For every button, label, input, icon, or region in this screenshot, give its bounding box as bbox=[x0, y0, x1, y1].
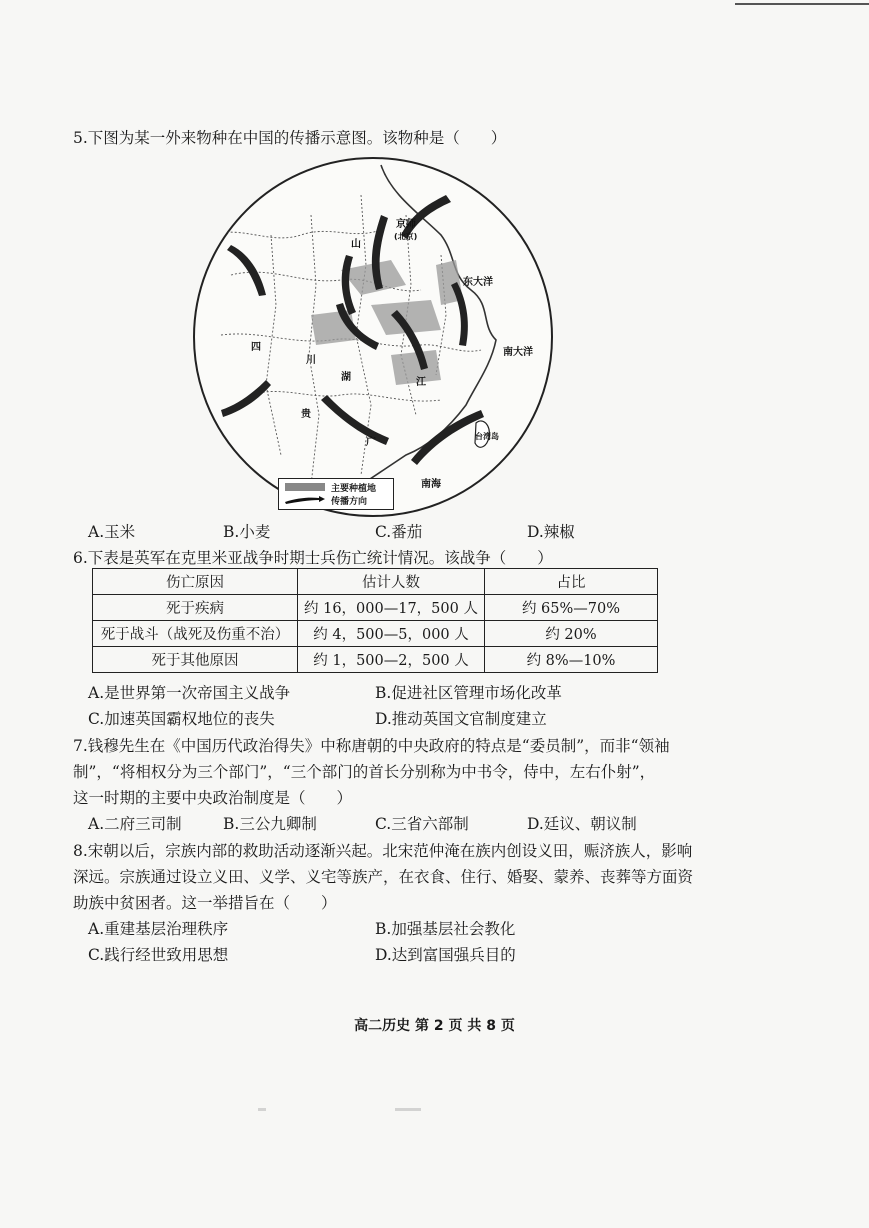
table-header-cell: 占比 bbox=[485, 569, 658, 595]
label-province-7: 广 bbox=[366, 437, 376, 448]
scan-artifact bbox=[395, 1108, 421, 1111]
table-row bbox=[93, 621, 658, 647]
q5-map-svg bbox=[191, 155, 556, 520]
q6-option-a[interactable]: A.是世界第一次帝国主义战争 bbox=[88, 684, 291, 702]
table-cell: 约 65%—70% bbox=[485, 595, 658, 621]
q5-option-d[interactable]: D.辣椒 bbox=[527, 523, 575, 541]
legend-row-arrow bbox=[285, 494, 367, 506]
label-province-3: 川 bbox=[306, 355, 316, 366]
label-province-1: 山 bbox=[351, 239, 361, 250]
q5-option-b[interactable]: B.小麦 bbox=[223, 523, 271, 541]
label-province-5: 江 bbox=[416, 377, 426, 388]
table-cell: 约 16，000—17，500 人 bbox=[298, 595, 485, 621]
table-cell: 死于其他原因 bbox=[93, 647, 298, 673]
table-cell: 死于战斗（战死及伤重不治） bbox=[93, 621, 298, 647]
label-capital: 京师 bbox=[396, 219, 416, 230]
label-south-sea: 南大洋 bbox=[503, 347, 533, 358]
label-south-china-sea: 南海 bbox=[421, 479, 441, 490]
scan-artifact bbox=[258, 1108, 266, 1111]
q7-stem-line-2: 制”，“将相权分为三个部门”，“三个部门的首长分别称为中书令，侍中，左右仆射”， bbox=[73, 763, 656, 781]
q8-stem-line-1: 8.宋朝以后，宗族内部的救助活动逐渐兴起。北宋范仲淹在族内创设义田，赈济族人，影响 bbox=[73, 842, 693, 860]
table-header-cell: 估计人数 bbox=[298, 569, 485, 595]
table-cell: 约 1，500—2，500 人 bbox=[298, 647, 485, 673]
q7-option-c[interactable]: C.三省六部制 bbox=[375, 815, 469, 833]
table-header-row bbox=[93, 569, 658, 595]
label-province-6: 贵 bbox=[301, 409, 311, 420]
q8-option-a[interactable]: A.重建基层治理秩序 bbox=[88, 920, 229, 938]
q5-map-legend bbox=[278, 478, 394, 510]
table-cell: 约 20% bbox=[485, 621, 658, 647]
q5-map bbox=[191, 155, 556, 520]
label-east-sea: 东大洋 bbox=[463, 277, 493, 288]
q6-stem: 6.下表是英军在克里米亚战争时期士兵伤亡统计情况。该战争（ ） bbox=[73, 549, 553, 567]
q8-option-b[interactable]: B.加强基层社会教化 bbox=[375, 920, 516, 938]
q8-option-d[interactable]: D.达到富国强兵目的 bbox=[375, 946, 516, 964]
label-taiwan: 台湾岛 bbox=[475, 432, 499, 441]
q7-option-d[interactable]: D.廷议、朝议制 bbox=[527, 815, 637, 833]
table-header-cell: 伤亡原因 bbox=[93, 569, 298, 595]
legend-area-swatch bbox=[285, 483, 325, 491]
q7-stem-line-1: 7.钱穆先生在《中国历代政治得失》中称唐朝的中央政府的特点是“委员制”，而非“领袖 bbox=[73, 737, 670, 755]
q6-option-c[interactable]: C.加速英国霸权地位的丧失 bbox=[88, 710, 275, 728]
q5-stem: 5.下图为某一外来物种在中国的传播示意图。该物种是（ ） bbox=[73, 129, 507, 147]
q5-option-c[interactable]: C.番茄 bbox=[375, 523, 423, 541]
label-province-2: 四 bbox=[251, 342, 261, 353]
legend-arrow-label: 传播方向 bbox=[331, 496, 368, 507]
table-cell: 约 4，500—5，000 人 bbox=[298, 621, 485, 647]
page-footer: 高二历史 第 2 页 共 8 页 bbox=[354, 1018, 515, 1034]
legend-arrow-icon bbox=[285, 496, 325, 504]
label-capital-note: (北京) bbox=[394, 232, 418, 241]
table-row bbox=[93, 647, 658, 673]
map-circle bbox=[194, 158, 552, 516]
table-cell: 死于疾病 bbox=[93, 595, 298, 621]
legend-area-label: 主要种植地 bbox=[331, 483, 377, 494]
table-cell: 约 8%—10% bbox=[485, 647, 658, 673]
q5-option-a[interactable]: A.玉米 bbox=[88, 523, 136, 541]
table-row bbox=[93, 595, 658, 621]
q8-stem-line-2: 深远。宗族通过设立义田、义学、义宅等族产，在衣食、住行、婚娶、蒙养、丧葬等方面资 bbox=[73, 868, 694, 886]
q6-option-d[interactable]: D.推动英国文官制度建立 bbox=[375, 710, 547, 728]
legend-row-area bbox=[285, 481, 376, 493]
q6-option-b[interactable]: B.促进社区管理市场化改革 bbox=[375, 684, 562, 702]
scan-edge-line bbox=[735, 3, 869, 5]
q8-option-c[interactable]: C.践行经世致用思想 bbox=[88, 946, 229, 964]
q7-stem-line-3: 这一时期的主要中央政治制度是（ ） bbox=[73, 789, 353, 807]
q7-option-a[interactable]: A.二府三司制 bbox=[88, 815, 182, 833]
q6-casualty-table bbox=[92, 568, 658, 673]
label-province-4: 湖 bbox=[341, 372, 351, 383]
q8-stem-line-3: 助族中贫困者。这一举措旨在（ ） bbox=[73, 894, 337, 912]
q7-option-b[interactable]: B.三公九卿制 bbox=[223, 815, 317, 833]
